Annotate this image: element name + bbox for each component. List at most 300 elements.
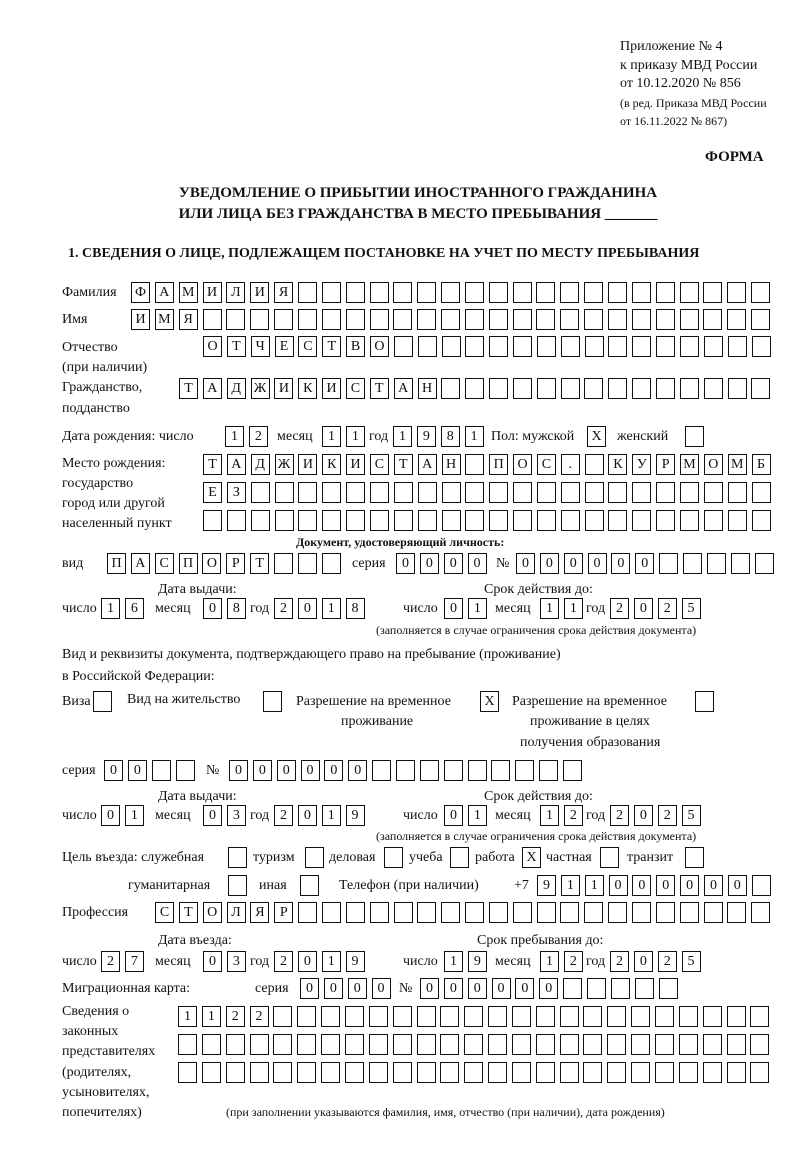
char-cell[interactable]: 0 — [420, 553, 439, 574]
char-cell[interactable]: А — [155, 282, 174, 303]
char-cell[interactable] — [440, 1006, 459, 1027]
rd-valid-month-field[interactable] — [540, 805, 588, 827]
char-cell[interactable] — [441, 378, 460, 399]
char-cell[interactable] — [584, 902, 603, 923]
char-cell[interactable] — [489, 282, 508, 303]
char-cell[interactable] — [273, 1062, 292, 1083]
rd-issue-month-field[interactable] — [203, 805, 251, 827]
mc-number-field[interactable] — [420, 978, 682, 1000]
char-cell[interactable]: А — [394, 378, 413, 399]
birth-year-field[interactable] — [393, 426, 488, 448]
char-cell[interactable] — [396, 760, 415, 781]
char-cell[interactable] — [731, 553, 750, 574]
char-cell[interactable]: 7 — [125, 951, 144, 972]
char-cell[interactable] — [513, 282, 532, 303]
char-cell[interactable] — [704, 902, 723, 923]
entry-year-field[interactable] — [274, 951, 369, 973]
char-cell[interactable] — [346, 282, 365, 303]
char-cell[interactable] — [321, 1006, 340, 1027]
char-cell[interactable] — [393, 309, 412, 330]
char-cell[interactable]: 2 — [249, 426, 268, 447]
char-cell[interactable] — [707, 553, 726, 574]
char-cell[interactable]: 8 — [227, 598, 246, 619]
char-cell[interactable]: Я — [250, 902, 269, 923]
char-cell[interactable]: Т — [179, 378, 198, 399]
char-cell[interactable] — [512, 1006, 531, 1027]
char-cell[interactable] — [418, 482, 437, 503]
char-cell[interactable] — [226, 1034, 245, 1055]
char-cell[interactable]: 0 — [298, 598, 317, 619]
char-cell[interactable] — [703, 1062, 722, 1083]
char-cell[interactable] — [656, 309, 675, 330]
char-cell[interactable]: 0 — [632, 875, 651, 896]
stay-year-field[interactable] — [610, 951, 705, 973]
char-cell[interactable] — [300, 875, 319, 896]
char-cell[interactable] — [203, 510, 222, 531]
char-cell[interactable]: О — [202, 553, 221, 574]
char-cell[interactable]: 0 — [128, 760, 147, 781]
char-cell[interactable]: О — [513, 454, 532, 475]
char-cell[interactable] — [631, 1062, 650, 1083]
char-cell[interactable] — [750, 1006, 769, 1027]
char-cell[interactable] — [450, 847, 469, 868]
char-cell[interactable] — [680, 510, 699, 531]
char-cell[interactable]: 2 — [274, 598, 293, 619]
char-cell[interactable]: 0 — [444, 805, 463, 826]
char-cell[interactable]: И — [203, 282, 222, 303]
char-cell[interactable]: 0 — [229, 760, 248, 781]
id-valid-month-field[interactable] — [540, 598, 588, 620]
char-cell[interactable] — [750, 1034, 769, 1055]
char-cell[interactable] — [563, 760, 582, 781]
char-cell[interactable]: Е — [203, 482, 222, 503]
char-cell[interactable] — [369, 1006, 388, 1027]
char-cell[interactable]: З — [227, 482, 246, 503]
char-cell[interactable] — [275, 510, 294, 531]
char-cell[interactable] — [513, 902, 532, 923]
char-cell[interactable] — [704, 482, 723, 503]
char-cell[interactable] — [607, 1034, 626, 1055]
stay-month-field[interactable] — [540, 951, 588, 973]
char-cell[interactable]: 2 — [610, 805, 629, 826]
char-cell[interactable]: 3 — [227, 951, 246, 972]
char-cell[interactable] — [632, 282, 651, 303]
char-cell[interactable]: Т — [394, 454, 413, 475]
char-cell[interactable]: 1 — [322, 598, 341, 619]
char-cell[interactable] — [228, 847, 247, 868]
char-cell[interactable]: 0 — [609, 875, 628, 896]
char-cell[interactable] — [608, 336, 627, 357]
char-cell[interactable] — [656, 510, 675, 531]
reps-field-2[interactable] — [178, 1034, 774, 1056]
purpose-tourism-checkbox[interactable] — [305, 847, 329, 869]
char-cell[interactable]: Е — [275, 336, 294, 357]
char-cell[interactable]: 1 — [564, 598, 583, 619]
char-cell[interactable]: С — [155, 902, 174, 923]
char-cell[interactable] — [417, 1062, 436, 1083]
char-cell[interactable]: М — [179, 282, 198, 303]
char-cell[interactable]: У — [632, 454, 651, 475]
char-cell[interactable]: О — [203, 902, 222, 923]
birthplace-field-1[interactable] — [203, 454, 775, 476]
purpose-private-checkbox[interactable] — [600, 847, 624, 869]
char-cell[interactable]: С — [537, 454, 556, 475]
char-cell[interactable] — [346, 309, 365, 330]
char-cell[interactable]: 0 — [680, 875, 699, 896]
char-cell[interactable]: X — [522, 847, 541, 868]
purpose-transit-checkbox[interactable] — [685, 847, 709, 869]
char-cell[interactable]: 0 — [253, 760, 272, 781]
char-cell[interactable] — [178, 1034, 197, 1055]
char-cell[interactable] — [417, 902, 436, 923]
char-cell[interactable] — [178, 1062, 197, 1083]
char-cell[interactable]: 0 — [704, 875, 723, 896]
char-cell[interactable]: X — [587, 426, 606, 447]
char-cell[interactable] — [346, 482, 365, 503]
char-cell[interactable] — [465, 510, 484, 531]
char-cell[interactable]: Д — [227, 378, 246, 399]
char-cell[interactable] — [537, 902, 556, 923]
purpose-humanitarian-checkbox[interactable] — [228, 875, 252, 897]
char-cell[interactable] — [679, 1006, 698, 1027]
char-cell[interactable] — [251, 510, 270, 531]
char-cell[interactable]: 0 — [203, 805, 222, 826]
char-cell[interactable] — [464, 1062, 483, 1083]
char-cell[interactable] — [656, 378, 675, 399]
char-cell[interactable]: 0 — [515, 978, 534, 999]
trp-checkbox[interactable] — [480, 691, 504, 713]
char-cell[interactable] — [298, 482, 317, 503]
char-cell[interactable] — [561, 378, 580, 399]
char-cell[interactable] — [632, 510, 651, 531]
char-cell[interactable] — [680, 282, 699, 303]
char-cell[interactable]: 1 — [585, 875, 604, 896]
char-cell[interactable] — [656, 336, 675, 357]
char-cell[interactable] — [704, 336, 723, 357]
char-cell[interactable] — [442, 336, 461, 357]
char-cell[interactable] — [441, 282, 460, 303]
char-cell[interactable]: 1 — [540, 805, 559, 826]
char-cell[interactable]: О — [203, 336, 222, 357]
char-cell[interactable] — [585, 336, 604, 357]
char-cell[interactable] — [297, 1062, 316, 1083]
char-cell[interactable] — [704, 378, 723, 399]
char-cell[interactable]: Т — [370, 378, 389, 399]
char-cell[interactable]: 1 — [561, 875, 580, 896]
char-cell[interactable] — [560, 1006, 579, 1027]
char-cell[interactable] — [417, 1034, 436, 1055]
char-cell[interactable]: 8 — [441, 426, 460, 447]
birth-month-field[interactable] — [322, 426, 370, 448]
char-cell[interactable] — [631, 1006, 650, 1027]
char-cell[interactable] — [370, 282, 389, 303]
sex-male-checkbox[interactable] — [587, 426, 611, 448]
id-issue-day-field[interactable] — [101, 598, 149, 620]
char-cell[interactable]: И — [274, 378, 293, 399]
char-cell[interactable]: А — [131, 553, 150, 574]
char-cell[interactable] — [536, 1006, 555, 1027]
char-cell[interactable] — [611, 978, 630, 999]
char-cell[interactable] — [275, 482, 294, 503]
char-cell[interactable]: 1 — [322, 805, 341, 826]
char-cell[interactable] — [418, 336, 437, 357]
char-cell[interactable] — [750, 1062, 769, 1083]
char-cell[interactable] — [655, 1034, 674, 1055]
char-cell[interactable]: 9 — [346, 805, 365, 826]
char-cell[interactable] — [250, 1062, 269, 1083]
char-cell[interactable]: 0 — [298, 805, 317, 826]
char-cell[interactable]: 9 — [417, 426, 436, 447]
char-cell[interactable] — [583, 1006, 602, 1027]
char-cell[interactable] — [703, 1034, 722, 1055]
char-cell[interactable] — [298, 282, 317, 303]
char-cell[interactable]: 1 — [468, 598, 487, 619]
char-cell[interactable]: 0 — [203, 598, 222, 619]
char-cell[interactable]: М — [155, 309, 174, 330]
char-cell[interactable]: 2 — [250, 1006, 269, 1027]
char-cell[interactable] — [727, 1034, 746, 1055]
char-cell[interactable] — [202, 1034, 221, 1055]
char-cell[interactable]: 2 — [658, 805, 677, 826]
char-cell[interactable] — [755, 553, 774, 574]
char-cell[interactable]: 1 — [540, 598, 559, 619]
char-cell[interactable] — [370, 482, 389, 503]
char-cell[interactable] — [600, 847, 619, 868]
char-cell[interactable]: 0 — [420, 978, 439, 999]
char-cell[interactable]: Л — [227, 902, 246, 923]
char-cell[interactable] — [632, 309, 651, 330]
char-cell[interactable]: 1 — [125, 805, 144, 826]
purpose-business-checkbox[interactable] — [384, 847, 408, 869]
char-cell[interactable]: 0 — [444, 553, 463, 574]
char-cell[interactable] — [464, 1034, 483, 1055]
id-valid-day-field[interactable] — [444, 598, 492, 620]
purpose-study-checkbox[interactable] — [450, 847, 474, 869]
char-cell[interactable] — [560, 902, 579, 923]
char-cell[interactable]: 0 — [348, 760, 367, 781]
char-cell[interactable]: М — [680, 454, 699, 475]
char-cell[interactable]: 0 — [101, 805, 120, 826]
char-cell[interactable]: 5 — [682, 951, 701, 972]
char-cell[interactable]: И — [131, 309, 150, 330]
char-cell[interactable]: 2 — [610, 598, 629, 619]
char-cell[interactable] — [305, 847, 324, 868]
name-field[interactable] — [131, 309, 775, 331]
char-cell[interactable] — [202, 1062, 221, 1083]
char-cell[interactable]: Т — [227, 336, 246, 357]
char-cell[interactable] — [394, 482, 413, 503]
char-cell[interactable] — [727, 309, 746, 330]
char-cell[interactable]: 2 — [226, 1006, 245, 1027]
char-cell[interactable] — [607, 1062, 626, 1083]
char-cell[interactable] — [679, 1034, 698, 1055]
char-cell[interactable] — [393, 1034, 412, 1055]
char-cell[interactable]: 0 — [468, 978, 487, 999]
char-cell[interactable] — [561, 510, 580, 531]
char-cell[interactable]: 2 — [610, 951, 629, 972]
char-cell[interactable]: 0 — [539, 978, 558, 999]
char-cell[interactable] — [418, 510, 437, 531]
char-cell[interactable] — [685, 847, 704, 868]
profession-field[interactable] — [155, 902, 775, 924]
char-cell[interactable] — [539, 760, 558, 781]
char-cell[interactable]: Р — [274, 902, 293, 923]
char-cell[interactable]: 1 — [444, 951, 463, 972]
char-cell[interactable]: Ж — [275, 454, 294, 475]
char-cell[interactable] — [680, 482, 699, 503]
char-cell[interactable] — [752, 482, 771, 503]
char-cell[interactable]: И — [346, 454, 365, 475]
char-cell[interactable] — [537, 336, 556, 357]
char-cell[interactable] — [394, 336, 413, 357]
char-cell[interactable] — [274, 309, 293, 330]
char-cell[interactable] — [751, 378, 770, 399]
char-cell[interactable] — [513, 482, 532, 503]
char-cell[interactable] — [263, 691, 282, 712]
char-cell[interactable]: Я — [179, 309, 198, 330]
char-cell[interactable] — [488, 1006, 507, 1027]
char-cell[interactable]: 1 — [468, 805, 487, 826]
char-cell[interactable]: 0 — [492, 978, 511, 999]
purpose-work-checkbox[interactable] — [522, 847, 546, 869]
char-cell[interactable]: В — [346, 336, 365, 357]
sex-female-checkbox[interactable] — [685, 426, 709, 448]
rd-valid-year-field[interactable] — [610, 805, 705, 827]
char-cell[interactable]: 1 — [225, 426, 244, 447]
rd-number-field[interactable] — [229, 760, 587, 782]
char-cell[interactable]: 5 — [682, 805, 701, 826]
char-cell[interactable]: 1 — [346, 426, 365, 447]
char-cell[interactable] — [465, 902, 484, 923]
char-cell[interactable] — [632, 336, 651, 357]
char-cell[interactable] — [346, 510, 365, 531]
char-cell[interactable] — [322, 553, 341, 574]
char-cell[interactable]: 2 — [101, 951, 120, 972]
char-cell[interactable]: М — [728, 454, 747, 475]
char-cell[interactable] — [728, 510, 747, 531]
rd-issue-year-field[interactable] — [274, 805, 369, 827]
char-cell[interactable] — [751, 902, 770, 923]
rd-series-field[interactable] — [104, 760, 199, 782]
residence-checkbox[interactable] — [263, 691, 287, 713]
char-cell[interactable] — [465, 282, 484, 303]
char-cell[interactable] — [298, 309, 317, 330]
char-cell[interactable] — [583, 1062, 602, 1083]
char-cell[interactable] — [489, 378, 508, 399]
char-cell[interactable] — [752, 510, 771, 531]
char-cell[interactable]: . — [561, 454, 580, 475]
char-cell[interactable]: 2 — [658, 598, 677, 619]
id-series-field[interactable] — [396, 553, 491, 575]
char-cell[interactable]: 3 — [227, 805, 246, 826]
char-cell[interactable] — [680, 378, 699, 399]
char-cell[interactable]: X — [480, 691, 499, 712]
char-cell[interactable] — [752, 875, 771, 896]
char-cell[interactable]: Р — [656, 454, 675, 475]
char-cell[interactable] — [273, 1034, 292, 1055]
visa-checkbox[interactable] — [93, 691, 117, 713]
char-cell[interactable] — [632, 482, 651, 503]
char-cell[interactable]: 0 — [104, 760, 123, 781]
char-cell[interactable] — [608, 482, 627, 503]
char-cell[interactable] — [631, 1034, 650, 1055]
char-cell[interactable]: 0 — [300, 978, 319, 999]
char-cell[interactable] — [370, 510, 389, 531]
surname-field[interactable] — [131, 282, 775, 304]
char-cell[interactable] — [656, 482, 675, 503]
char-cell[interactable]: 0 — [611, 553, 630, 574]
char-cell[interactable] — [683, 553, 702, 574]
char-cell[interactable] — [728, 336, 747, 357]
char-cell[interactable]: П — [489, 454, 508, 475]
citizenship-field[interactable] — [179, 378, 775, 400]
char-cell[interactable] — [752, 336, 771, 357]
char-cell[interactable] — [608, 378, 627, 399]
char-cell[interactable] — [321, 1062, 340, 1083]
char-cell[interactable] — [561, 336, 580, 357]
char-cell[interactable]: 2 — [274, 951, 293, 972]
char-cell[interactable] — [440, 1062, 459, 1083]
char-cell[interactable]: 1 — [322, 951, 341, 972]
char-cell[interactable] — [417, 309, 436, 330]
char-cell[interactable]: 0 — [301, 760, 320, 781]
char-cell[interactable]: 1 — [202, 1006, 221, 1027]
char-cell[interactable] — [322, 510, 341, 531]
char-cell[interactable] — [727, 1062, 746, 1083]
char-cell[interactable] — [444, 760, 463, 781]
char-cell[interactable] — [298, 553, 317, 574]
char-cell[interactable] — [703, 282, 722, 303]
char-cell[interactable] — [585, 510, 604, 531]
char-cell[interactable] — [489, 336, 508, 357]
char-cell[interactable] — [703, 1006, 722, 1027]
char-cell[interactable] — [727, 902, 746, 923]
rd-valid-day-field[interactable] — [444, 805, 492, 827]
char-cell[interactable]: 0 — [348, 978, 367, 999]
char-cell[interactable] — [536, 282, 555, 303]
char-cell[interactable]: С — [370, 454, 389, 475]
char-cell[interactable] — [607, 1006, 626, 1027]
char-cell[interactable] — [655, 1062, 674, 1083]
char-cell[interactable] — [608, 309, 627, 330]
id-issue-year-field[interactable] — [274, 598, 369, 620]
char-cell[interactable] — [372, 760, 391, 781]
char-cell[interactable]: Ф — [131, 282, 150, 303]
char-cell[interactable] — [728, 378, 747, 399]
char-cell[interactable] — [273, 1006, 292, 1027]
char-cell[interactable] — [322, 902, 341, 923]
char-cell[interactable] — [560, 282, 579, 303]
char-cell[interactable] — [680, 336, 699, 357]
birthplace-field-2[interactable] — [203, 482, 775, 504]
birthplace-field-3[interactable] — [203, 510, 775, 532]
char-cell[interactable] — [420, 760, 439, 781]
char-cell[interactable] — [656, 282, 675, 303]
char-cell[interactable]: 0 — [634, 598, 653, 619]
char-cell[interactable] — [370, 309, 389, 330]
char-cell[interactable] — [250, 1034, 269, 1055]
char-cell[interactable] — [226, 309, 245, 330]
purpose-service-checkbox[interactable] — [228, 847, 252, 869]
char-cell[interactable] — [442, 510, 461, 531]
char-cell[interactable]: Л — [226, 282, 245, 303]
char-cell[interactable] — [513, 309, 532, 330]
char-cell[interactable]: И — [250, 282, 269, 303]
entry-month-field[interactable] — [203, 951, 251, 973]
char-cell[interactable] — [322, 309, 341, 330]
char-cell[interactable] — [298, 902, 317, 923]
char-cell[interactable] — [321, 1034, 340, 1055]
